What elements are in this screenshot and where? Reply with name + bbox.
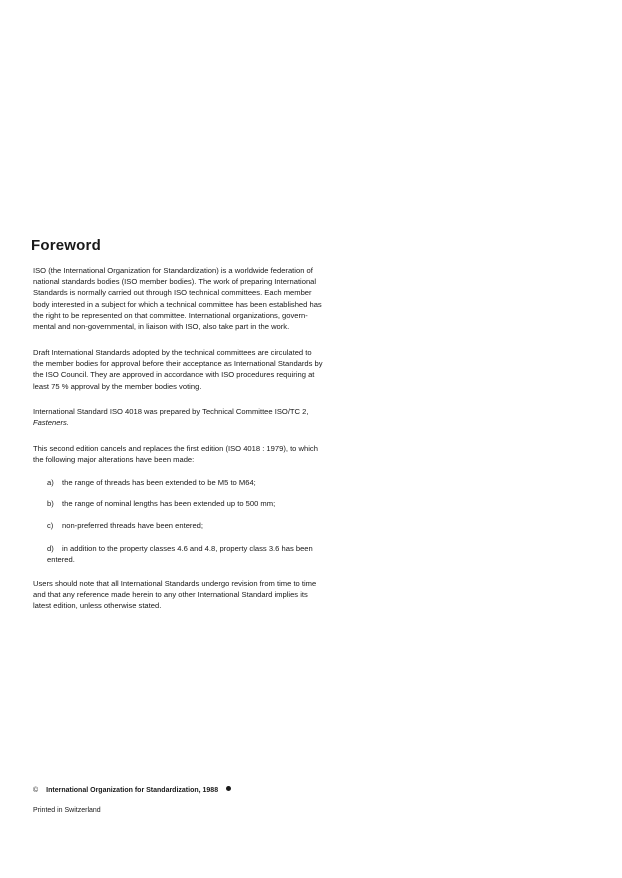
paragraph-draft-standards [33,347,381,392]
list-text: the range of nominal lengths has been extended up to 500 mm; [62,499,276,508]
bullet-icon [226,786,231,791]
paragraph-iso-intro [33,265,381,332]
text-line: Draft International Standards adopted by the technical committees are circulated to [33,348,312,357]
copyright-text: International Organization for Standardization, 1988 [46,787,219,794]
list-item [47,498,381,509]
list-text: the range of threads has been extended to be M5 to M64; [62,478,256,487]
list-text: non-preferred threads have been entered; [62,521,204,530]
list-item [47,520,381,531]
text-line: the ISO Council. They are approved in accordance with ISO procedures requiring at [33,370,315,380]
text-line: least 75 % approval by the member bodies voting. [33,381,202,391]
printed-in: Printed in Switzerland [33,807,101,814]
text-line: This second edition cancels and replaces the first edition (ISO 4018 : 1979), to which [33,444,318,453]
paragraph-prepared-by [33,406,381,428]
list-item [47,477,381,488]
text-line: national standards bodies (ISO member bodies). The work of preparing International [33,277,317,287]
list-marker: c) [47,521,54,530]
foreword-heading: Foreword [31,237,101,254]
copyright-notice [33,786,231,794]
text-line: the member bodies for approval before their acceptance as International Standards by [33,359,323,369]
paragraph-edition [33,443,381,465]
list-item [47,543,381,565]
text-line: the following major alterations have been made: [33,455,195,465]
list-marker: b) [47,499,54,508]
list-text-continued: entered. [47,555,75,565]
copyright-icon: © [33,787,39,794]
text-line: body interested in a subject for which a technical committee has been established has [33,299,322,309]
committee-name: Fasteners. [33,418,69,428]
text-line: mental and non-governmental, in liaison with ISO, also take part in the work. [33,322,290,332]
list-marker: d) [47,544,54,553]
text-line: Users should note that all International Standards undergo revision from time to time [33,579,317,588]
text-line: the right to be represented on that committee. International organizations, govern- [33,310,308,320]
text-line: ISO (the International Organization for Standardization) is a worldwide federation of [33,266,313,275]
text-line: latest edition, unless otherwise stated. [33,601,162,611]
text-line: and that any reference made herein to any other International Standard implies its [33,590,308,600]
text-line: International Standard ISO 4018 was prepared by Technical Committee ISO/TC 2, [33,407,309,416]
text-line: Standards is normally carried out through ISO technical committees. Each member [33,288,312,298]
list-marker: a) [47,478,54,487]
list-text: in addition to the property classes 4.6 and 4.8, property class 3.6 has been [62,544,313,553]
paragraph-users-note [33,578,381,612]
